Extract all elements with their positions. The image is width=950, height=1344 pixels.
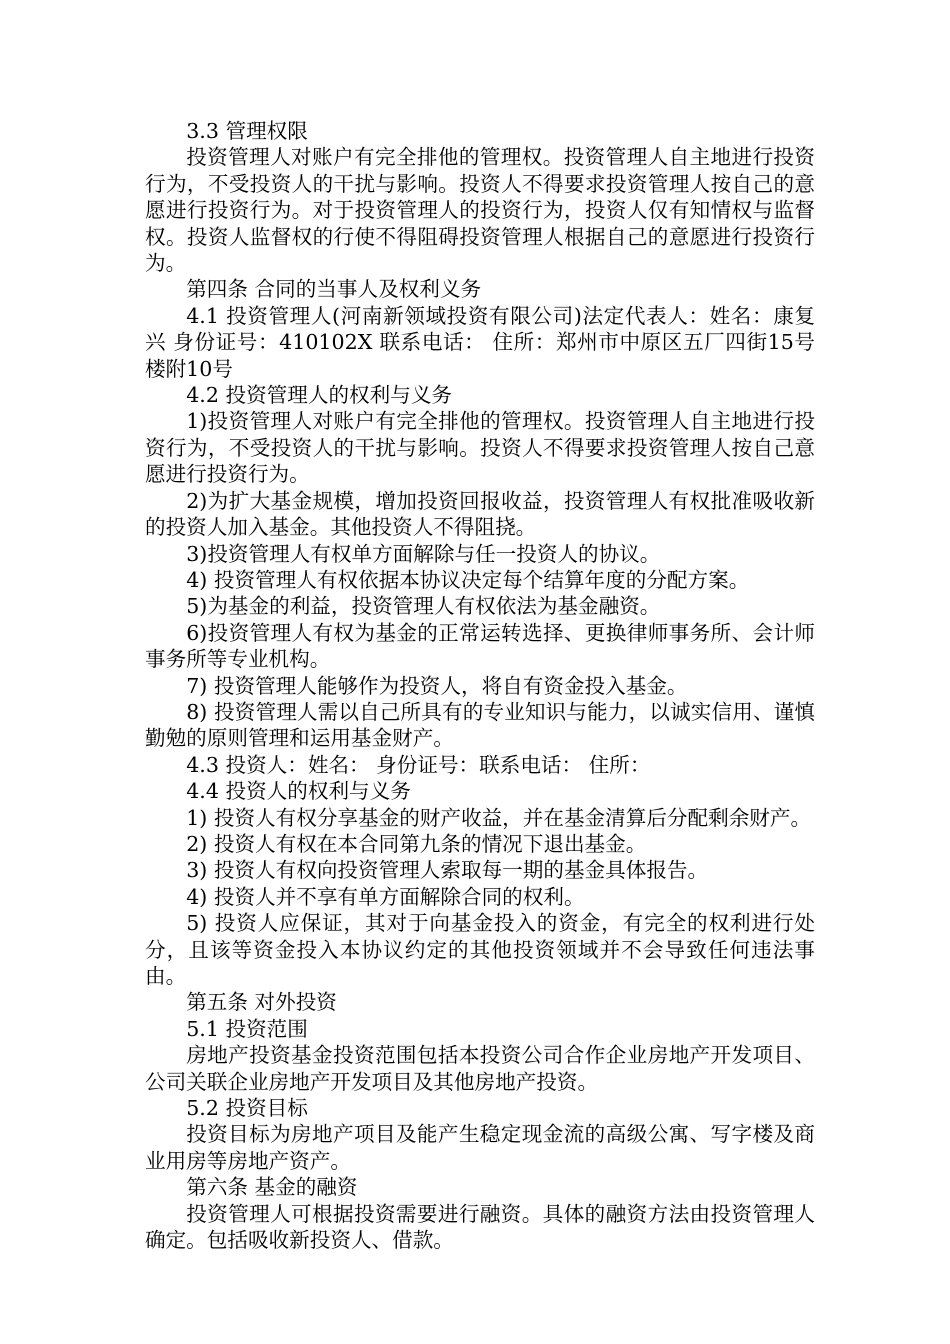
list-item: 3) 投资人有权向投资管理人索取每一期的基金具体报告。	[186, 858, 709, 883]
list-item: 6)投资管理人有权为基金的正常运转选择、更换律师事务所、会计师事务所等专业机构。	[145, 620, 815, 672]
section-heading: 3.3 管理权限	[186, 119, 308, 143]
section-heading: 5.2 投资目标	[186, 1096, 308, 1121]
list-item: 2) 投资人有权在本合同第九条的情况下退出基金。	[186, 831, 647, 856]
body-paragraph: 4.3 投资人：姓名： 身份证号：联系电话： 住所：	[186, 752, 651, 777]
list-item: 7) 投资管理人能够作为投资人，将自有资金投入基金。	[186, 673, 688, 698]
document-body	[145, 118, 815, 1253]
body-paragraph: 房地产投资基金投资范围包括本投资公司合作企业房地产开发项目、公司关联企业房地产开发项目及其他房地产投资。	[145, 1043, 815, 1094]
section-heading: 4.2 投资管理人的权利与义务	[186, 383, 453, 408]
list-item: 1) 投资人有权分享基金的财产收益，并在基金清算后分配剩余财产。	[186, 805, 812, 830]
list-item: 4) 投资人并不享有单方面解除合同的权利。	[186, 884, 585, 909]
list-item: 8) 投资管理人需以自己所具有的专业知识与能力，以诚实信用、谨慎勤勉的原则管理和运用基金财产。	[145, 699, 815, 751]
body-paragraph: 投资管理人对账户有完全排他的管理权。投资管理人自主地进行投资行为，不受投资人的干扰与影响。投资人不得要求投资管理人按自己的意愿进行投资行为。对于投资管理人的投资行为，投资人仅有知情权与监督权。投资人监督权的行使不得阻碍投资管理人根据自己的意愿进行投资行为。	[145, 145, 815, 276]
list-item: 1)投资管理人对账户有完全排他的管理权。投资管理人自主地进行投资行为，不受投资人的干扰与影响。投资人不得要求投资管理人按自己意愿进行投资行为。	[145, 409, 815, 487]
list-item: 5) 投资人应保证，其对于向基金投入的资金，有完全的权利进行处分，且该等资金投入本协议约定的其他投资领域并不会导致任何违法事由。	[145, 911, 815, 988]
article-heading: 第五条 对外投资	[186, 990, 337, 1015]
list-item: 3)投资管理人有权单方面解除与任一投资人的协议。	[186, 541, 661, 566]
list-item: 5)为基金的利益，投资管理人有权依法为基金融资。	[186, 594, 661, 619]
body-paragraph: 4.1 投资管理人(河南新领域投资有限公司)法定代表人：姓名：康复兴 身份证号：410102X 联系电话： 住所：郑州市中原区五厂四街15号楼附10号	[145, 303, 815, 381]
section-heading: 4.4 投资人的权利与义务	[186, 779, 411, 804]
section-heading: 5.1 投资范围	[186, 1016, 308, 1041]
list-item: 2)为扩大基金规模，增加投资回报收益，投资管理人有权批准吸收新的投资人加入基金。其他投资人不得阻挠。	[145, 488, 815, 540]
body-paragraph: 投资目标为房地产项目及能产生稳定现金流的高级公寓、写字楼及商业用房等房地产资产。	[145, 1122, 815, 1173]
body-paragraph: 投资管理人可根据投资需要进行融资。具体的融资方法由投资管理人确定。包括吸收新投资人、借款。	[145, 1201, 815, 1253]
article-heading: 第六条 基金的融资	[186, 1175, 358, 1200]
article-heading: 第四条 合同的当事人及权利义务	[186, 277, 482, 302]
list-item: 4) 投资管理人有权依据本协议决定每个结算年度的分配方案。	[186, 567, 750, 592]
